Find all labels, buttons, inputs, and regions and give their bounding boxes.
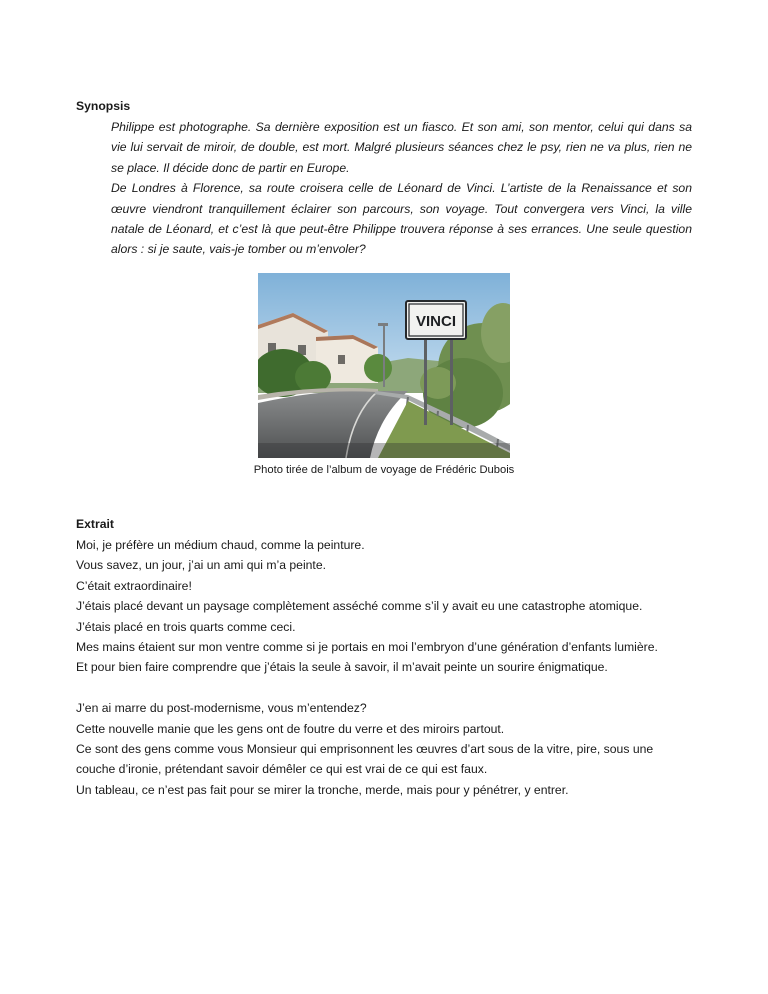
photo-caption: Photo tirée de l’album de voyage de Frédéric Dubois [253, 464, 515, 476]
paragraph-gap [76, 678, 716, 698]
synopsis-heading: Synopsis [76, 99, 131, 113]
extrait-line: Un tableau, ce n’est pas fait pour se mirer la tronche, merde, mais pour y pénétrer, y entrer. [76, 782, 569, 797]
synopsis-body [111, 117, 692, 260]
extrait-line: Cette nouvelle manie que les gens ont de foutre du verre et des miroirs partout. [76, 721, 505, 736]
extrait-line: J’étais placé en trois quarts comme ceci. [76, 619, 296, 634]
extrait-line: Moi, je préfère un médium chaud, comme la peinture. [76, 538, 365, 552]
extrait-heading: Extrait [76, 517, 114, 531]
extrait-line: Mes mains étaient sur mon ventre comme si je portais en moi l’embryon d’une génération d’enfants lumière. [76, 640, 658, 655]
extrait-line: J’étais placé devant un paysage complètement asséché comme s’il y avait eu une catastrophe atomique. [76, 599, 643, 614]
vinci-road-photo [258, 273, 510, 458]
extrait-line: Vous savez, un jour, j’ai un ami qui m’a peinte. [76, 558, 326, 573]
extrait-line: Ce sont des gens comme vous Monsieur qui emprisonnent les œuvres d’art sous de la vitre, pire, sous une couche d’ironie, prétendant savoir démêler ce qui est vrai de ce qui est faux. [76, 742, 654, 777]
extrait-line: J’en ai marre du post-modernisme, vous m’entendez? [76, 701, 367, 716]
sign-text: VINCI [415, 313, 457, 330]
synopsis-paragraph-2: De Londres à Florence, sa route croisera celle de Léonard de Vinci. L’artiste de la Renaissance et son œuvre viendront tranquillement éclairer son parcours, son voyage. Tout convergera vers Vinci, la ville natale de Léonard, et c’est là que peut-être Philippe trouvera réponse à ses errances. Une seule question alors : si je saute, vais-je tomber ou m’envoler? [111, 181, 692, 257]
extrait-line: Et pour bien faire comprendre que j’étais la seule à savoir, il m’avait peinte un sourire énigmatique. [76, 660, 608, 675]
extrait-line: C’était extraordinaire! [76, 578, 192, 593]
synopsis-paragraph-1: Philippe est photographe. Sa dernière exposition est un fiasco. Et son ami, son mentor, celui qui dans sa vie lui servait de miroir, de double, est mort. Malgré plusieurs séances chez le psy, rien ne va plus, rien ne se place. Il décide donc de partir en Europe. [111, 120, 692, 175]
extrait-body [76, 535, 716, 800]
